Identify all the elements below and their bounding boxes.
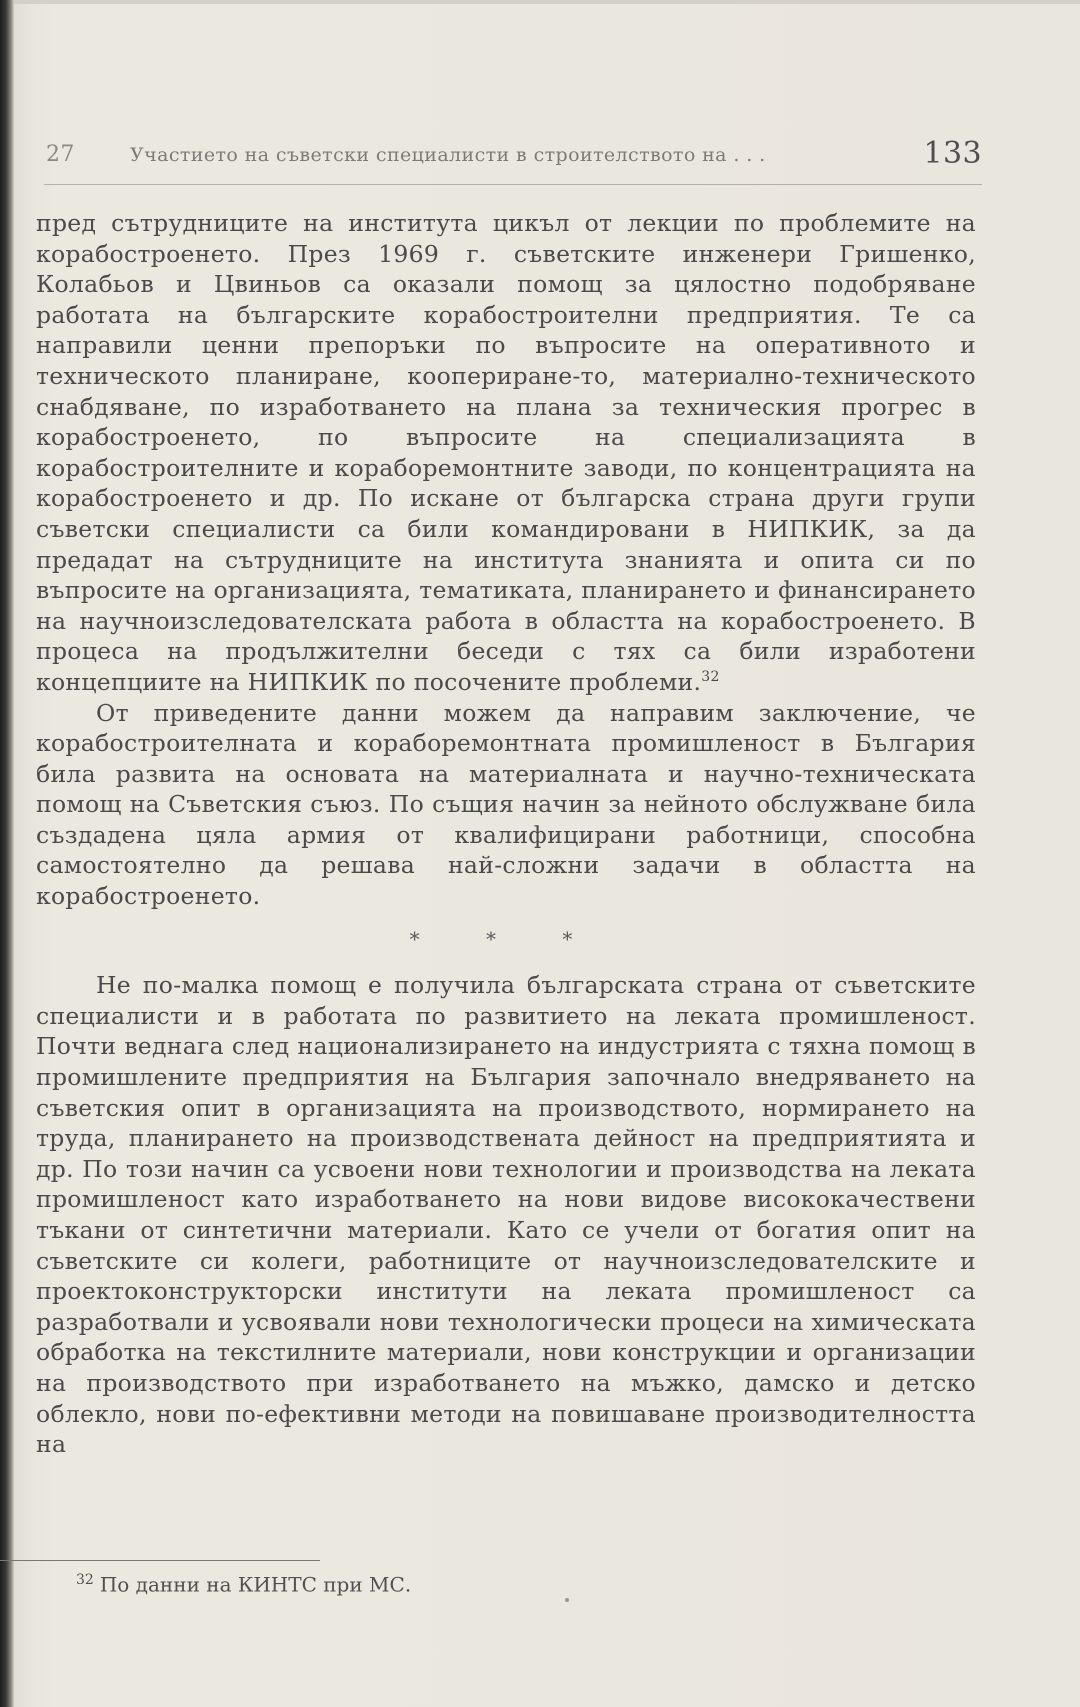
header-rule bbox=[44, 184, 982, 185]
footnote-number: 32 bbox=[76, 1572, 94, 1588]
section-separator: * * * bbox=[409, 926, 603, 951]
paragraph-2: От приведените данни можем да направим заключение, че корабостроителната и кораборемонтната промишленост в България била развита на основата на материалната и научно-техническата помощ на Съветския съюз. По същия начин за нейното обслужване била създадена цяла армия от квалифицирани работници, способна самостоятелно да решава най-сложни задачи в областта на корабостроенето. bbox=[36, 698, 976, 911]
paragraph-3: Не по-малка помощ е получила българската страна от съветските специалисти и в работата по развитието на леката промишленост. Почти веднага след национализирането на индустрията с тяхна помощ в промишлените предприятия на България започнало внедряването на съветския опит в организацията на производството, нормирането на труда, планирането на производствената дейност на предприятията и др. По този начин са усвоени нови технологии и производства на леката промишленост като изработването на нови видове висококачествени тъкани от синтетични материали. Като се учели от богатия опит на съветските си колеги, работниците от научноизследователските и проектоконструкторски институти на леката промишленост са разработвали и усвоявали нови технологически процеси на химическата обработка на текстилните материали, нови конструкции и организации на производството при изработването на мъжко, дамско и детско облекло, нови по-ефективни методи на повишаване производителността на bbox=[36, 971, 976, 1459]
paper-speck bbox=[565, 1598, 569, 1602]
footnote-rule bbox=[0, 1560, 320, 1561]
footnote-text: По данни на КИНТС при МС. bbox=[99, 1572, 412, 1597]
book-spine-shadow bbox=[0, 0, 14, 1707]
paragraph-1-text: пред сътрудниците на института цикъл от лекции по проблемите на корабостроенето. През 1969 г. съветските инженери Гришенко, Колабьов и Цвиньов са оказали помощ за цялостно подобряване работата на българските корабостроителни предприятия. Те са направили ценни препоръки по въпросите на оперативното и техническото планиране, коопериране-то, материално-техническото снабдяване, по изработването на плана за техническия прогрес в корабостроенето, по въпросите на специализацията в корабостроителните и кораборемонтните заводи, по концентрацията на корабостроенето и др. По искане от българска страна други групи съветски специалисти са били командировани в НИПКИК, за да предадат на сътрудниците на института знанията и опита си по въпросите на организацията, тематиката, планирането и финансирането на научноизследователската работа в областта на корабостроенето. В процеса на продължителни беседи с тях са били изработени концепциите на НИПКИК по посочените проблеми. bbox=[36, 209, 976, 696]
paragraph-1 bbox=[36, 208, 976, 698]
running-header bbox=[42, 138, 982, 182]
footnote bbox=[76, 1572, 411, 1597]
page-number: 133 bbox=[923, 136, 982, 171]
page-top-edge bbox=[14, 0, 1080, 4]
footnote-reference: 32 bbox=[701, 669, 720, 686]
body-text bbox=[36, 208, 976, 1460]
chapter-number: 27 bbox=[46, 142, 75, 167]
running-title: Участието на съветски специалисти в строителството на . . . bbox=[130, 144, 766, 166]
